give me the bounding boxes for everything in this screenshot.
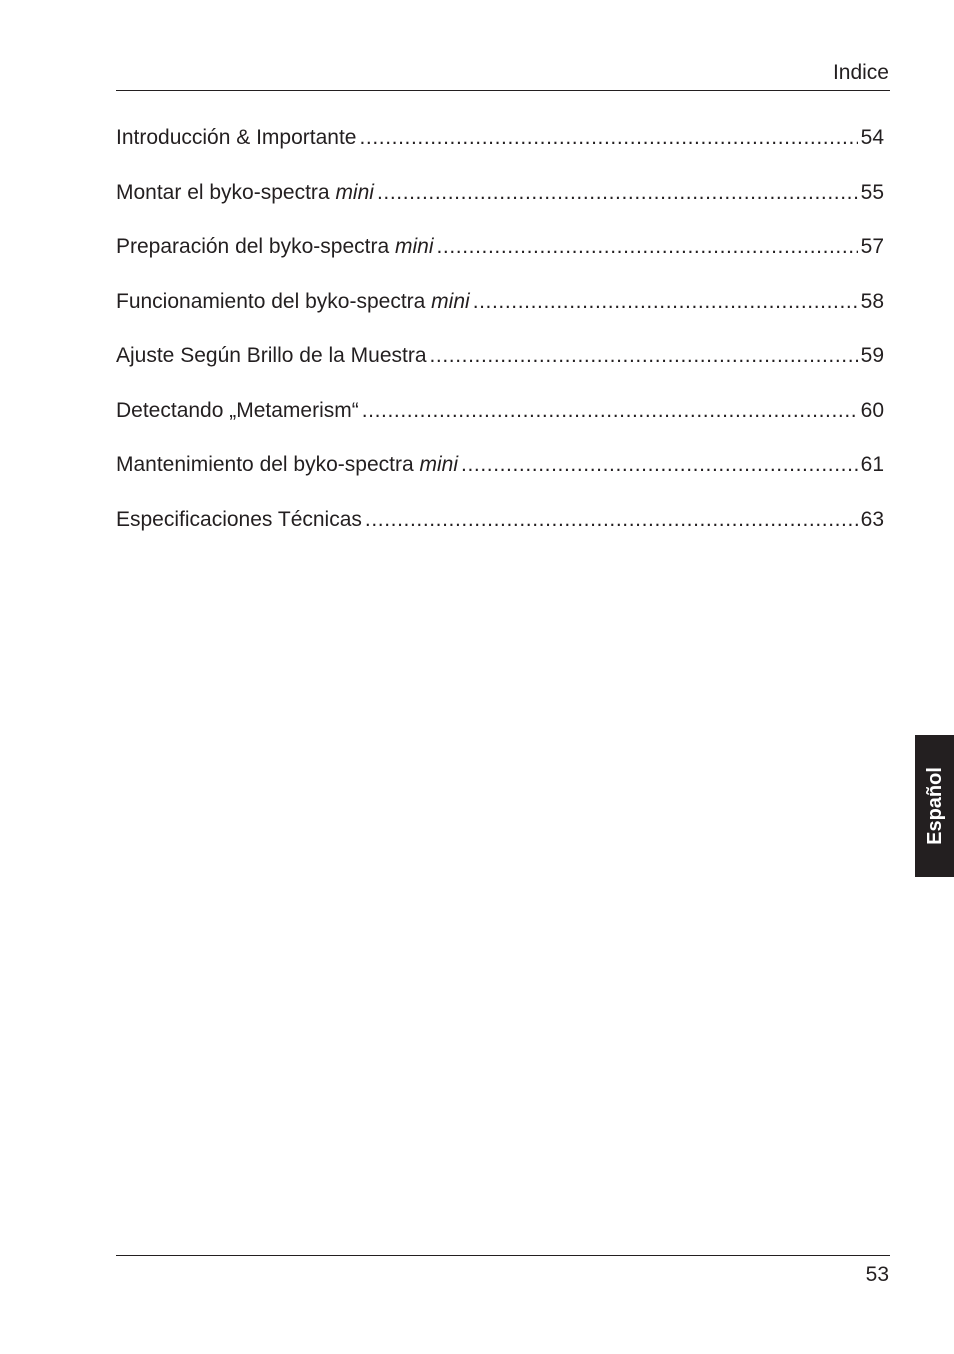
toc-leader-dots (437, 231, 858, 263)
toc-leader-dots (461, 449, 858, 481)
toc-entry-title: Preparación del byko-spectra mini (116, 235, 434, 258)
toc-entry-page: 59 (860, 344, 884, 367)
toc-entry-title: Introducción & Importante (116, 126, 357, 149)
toc-entry-title: Montar el byko-spectra mini (116, 180, 374, 204)
table-of-contents (116, 122, 884, 558)
language-tab (915, 735, 954, 877)
toc-entry-ajuste[interactable] (116, 340, 884, 395)
toc-entry-page: 60 (860, 398, 884, 422)
toc-entry-page: 61 (860, 453, 884, 476)
language-tab-label: Español (923, 767, 946, 845)
toc-entry-page: 55 (860, 180, 884, 204)
toc-entry-page: 63 (860, 507, 884, 531)
toc-entry-title: Funcionamiento del byko-spectra mini (116, 289, 470, 313)
toc-entry-title: Ajuste Según Brillo de la Muestra (116, 344, 427, 367)
footer-divider (116, 1255, 890, 1256)
toc-entry-page: 58 (860, 289, 884, 313)
toc-leader-dots (365, 504, 858, 536)
toc-entry-especificaciones[interactable] (116, 504, 884, 559)
page-header-title: Indice (832, 61, 889, 84)
toc-entry-title: Mantenimiento del byko-spectra mini (116, 453, 459, 476)
toc-entry-introduccion[interactable] (116, 122, 884, 177)
toc-entry-montar[interactable] (116, 177, 884, 232)
toc-entry-metamerism[interactable] (116, 395, 884, 450)
toc-leader-dots (359, 122, 857, 154)
header-divider (116, 90, 890, 91)
toc-entry-funcionamiento[interactable] (116, 286, 884, 341)
toc-leader-dots (377, 177, 858, 209)
toc-entry-title: Especificaciones Técnicas (116, 507, 362, 531)
toc-leader-dots (430, 340, 858, 372)
toc-entry-mantenimiento[interactable] (116, 449, 884, 504)
toc-leader-dots (473, 286, 858, 318)
toc-entry-title: Detectando „Metamerism“ (116, 398, 359, 422)
toc-entry-preparacion[interactable] (116, 231, 884, 286)
toc-leader-dots (362, 395, 858, 427)
page-number: 53 (865, 1263, 889, 1286)
toc-entry-page: 57 (860, 235, 884, 258)
toc-entry-page: 54 (860, 126, 884, 149)
